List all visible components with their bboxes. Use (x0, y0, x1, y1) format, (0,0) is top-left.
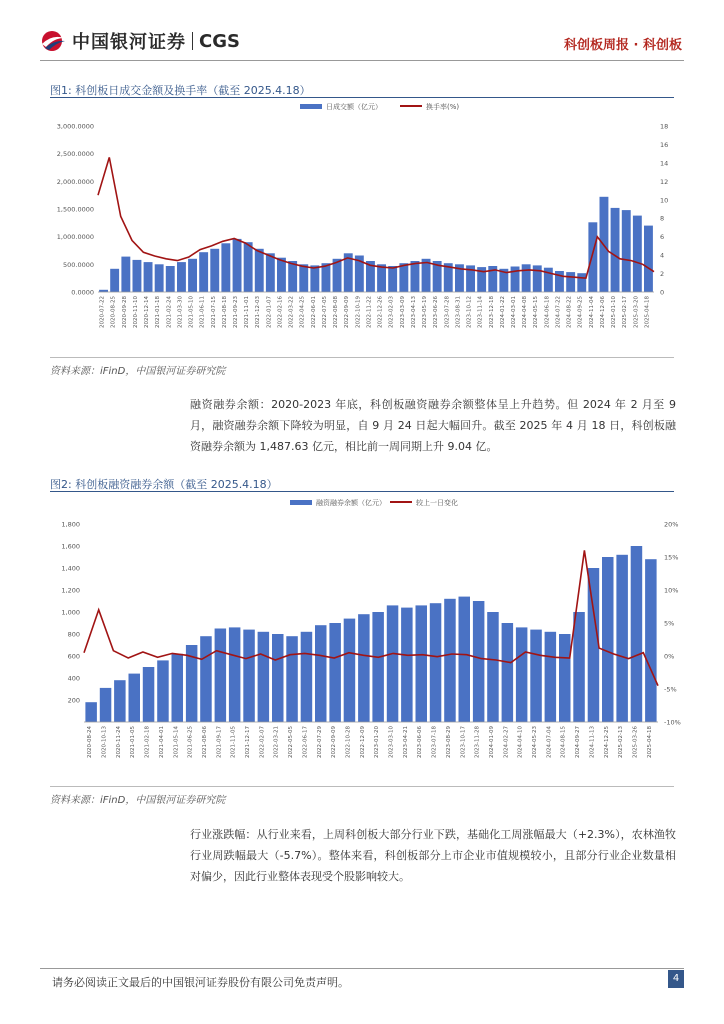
figure2-title: 图2: 科创板融资融券余额（截至 2025.4.18） (50, 478, 278, 491)
x-axis-tick: 2024-02-27 (503, 726, 510, 758)
figure2-chart (50, 494, 681, 784)
x-axis-tick: 2022-03-21 (273, 726, 280, 758)
bar (502, 623, 513, 722)
right-axis-tick: 16 (660, 140, 669, 149)
bar (411, 261, 420, 292)
x-axis-tick: 2023-11-28 (474, 726, 481, 758)
bar (322, 263, 331, 292)
x-axis-tick: 2024-05-15 (533, 296, 540, 328)
header-divider (40, 60, 684, 61)
bar (631, 546, 643, 722)
right-axis-tick: 6 (660, 233, 665, 242)
bar (114, 680, 126, 722)
line-series (98, 157, 654, 278)
x-axis-tick: 2022-06-17 (302, 726, 309, 758)
x-axis-tick: 2021-06-25 (187, 726, 194, 758)
x-axis-tick: 2021-09-17 (216, 726, 223, 758)
x-axis-tick: 2023-03-09 (399, 296, 406, 328)
bar (229, 627, 241, 722)
x-axis-tick: 2023-06-26 (433, 296, 440, 328)
x-axis-tick: 2024-11-13 (589, 726, 596, 758)
bar (645, 559, 657, 722)
x-axis-tick: 2022-05-05 (288, 726, 295, 758)
bar (166, 266, 175, 292)
x-axis-tick: 2020-11-10 (132, 296, 139, 328)
x-axis-tick: 2021-11-01 (244, 296, 251, 328)
right-axis-tick: 4 (660, 251, 665, 260)
left-axis-tick: 1,000 (61, 608, 80, 617)
bar (588, 568, 600, 722)
x-axis-tick: 2024-04-10 (517, 726, 524, 758)
paragraph-margin-balance: 融资融券余额：2020-2023 年底，科创板融资融券余额整体呈上升趋势。但 2024 年 2 月至 9 月，融资融券余额下降较为明显，自 9 月 24 日起大幅回升。截至 2025 年 4 月 18 日，科创板融资融券余额为 1,487.63 亿元，相比前一周同期上升 9.04 亿。 (190, 398, 676, 453)
x-axis-tick: 2021-02-24 (166, 296, 173, 328)
x-axis-tick: 2021-08-18 (221, 296, 228, 328)
x-axis-tick: 2022-02-07 (259, 726, 266, 758)
bar (399, 263, 408, 292)
galaxy-logo-icon (40, 30, 66, 52)
x-axis-tick: 2021-09-23 (233, 296, 239, 328)
brand-logo (40, 28, 240, 54)
x-axis-tick: 2024-09-27 (575, 726, 582, 758)
x-axis-tick: 2020-08-25 (110, 296, 117, 328)
x-axis-tick: 2025-04-18 (646, 726, 653, 758)
brand-separator (192, 32, 193, 50)
bar (377, 264, 386, 292)
left-axis-tick: 1,500.0000 (56, 205, 94, 214)
left-axis-tick: 1,400 (61, 564, 80, 573)
x-axis-tick: 2020-11-24 (115, 726, 122, 758)
footer-divider (40, 968, 684, 969)
x-axis-tick: 2021-05-10 (188, 296, 195, 328)
left-axis-tick: 1,800 (61, 520, 80, 529)
bar (85, 702, 97, 722)
bar (266, 253, 275, 292)
x-axis-tick: 2023-10-17 (460, 726, 467, 758)
bar (577, 273, 586, 292)
right-axis-tick: 20% (664, 520, 679, 529)
x-axis-tick: 2023-03-10 (388, 726, 395, 758)
bar (133, 260, 142, 292)
right-axis-tick: 14 (660, 159, 669, 168)
bar (157, 660, 169, 722)
legend-bar-swatch (300, 104, 322, 109)
bar (516, 627, 528, 722)
x-axis-tick: 2023-02-03 (388, 296, 395, 328)
bar (533, 265, 542, 292)
right-axis-tick: 15% (664, 553, 679, 562)
page-number: 4 (668, 970, 684, 988)
x-axis-tick: 2021-11-05 (230, 726, 237, 758)
x-axis-tick: 2021-01-05 (130, 726, 137, 758)
bar (177, 262, 186, 292)
x-axis-tick: 2023-08-31 (455, 296, 462, 328)
figure2-rule (50, 491, 674, 492)
legend-line-label: 换手率(%) (426, 103, 460, 111)
x-axis-tick: 2024-04-08 (522, 296, 529, 328)
x-axis-tick: 2024-06-18 (544, 296, 551, 328)
bar (644, 226, 653, 292)
left-axis-tick: 0.0000 (71, 288, 94, 297)
bar (129, 674, 141, 722)
right-axis-tick: 18 (660, 122, 669, 131)
x-axis-tick: 2022-06-01 (310, 296, 317, 328)
x-axis-tick: 2023-08-29 (445, 726, 452, 758)
bar (110, 269, 119, 292)
bar (566, 272, 575, 292)
x-axis-tick: 2021-04-01 (158, 726, 165, 758)
x-axis-tick: 2025-04-18 (644, 296, 651, 328)
x-axis-tick: 2021-06-11 (199, 296, 206, 328)
bar (372, 612, 384, 722)
legend-bar-label: 融资融券余额（亿元） (316, 499, 386, 507)
x-axis-tick: 2023-10-12 (466, 296, 473, 328)
x-axis-tick: 2022-09-09 (344, 296, 351, 328)
page-header (0, 0, 724, 62)
x-axis-tick: 2020-10-13 (101, 726, 108, 758)
bar (277, 258, 286, 292)
x-axis-tick: 2021-05-14 (173, 726, 180, 758)
bar (200, 636, 212, 722)
x-axis-tick: 2025-01-10 (611, 296, 618, 328)
figure2-source: 资料来源：iFinD，中国银河证券研究院 (50, 795, 226, 806)
bar (559, 634, 571, 722)
bar (387, 605, 399, 722)
bar (215, 629, 227, 723)
x-axis-tick: 2020-08-24 (87, 726, 94, 758)
legend-bar-label: 日成交额（亿元） (326, 103, 382, 111)
bar (121, 257, 130, 292)
x-axis-tick: 2022-09-09 (331, 726, 338, 758)
figure1-bottom-rule (50, 357, 674, 358)
x-axis-tick: 2023-01-20 (374, 726, 381, 758)
brand-name-en: CGS (199, 30, 240, 52)
x-axis-tick: 2022-02-16 (277, 296, 284, 328)
bar (633, 216, 642, 292)
bar (315, 625, 327, 722)
x-axis-tick: 2022-10-28 (345, 726, 352, 758)
x-axis-tick: 2025-02-13 (618, 726, 625, 758)
bar (588, 222, 597, 292)
bar (459, 597, 471, 722)
bar (188, 259, 197, 292)
bar (143, 667, 155, 722)
right-axis-tick: 5% (664, 619, 675, 628)
left-axis-tick: 800 (67, 630, 80, 639)
bar (344, 619, 356, 722)
x-axis-tick: 2024-09-25 (577, 296, 584, 328)
x-axis-tick: 2023-04-21 (402, 726, 409, 758)
right-axis-tick: 10% (664, 586, 679, 595)
line-series (84, 550, 658, 685)
x-axis-tick: 2025-02-17 (622, 296, 629, 328)
x-axis-tick: 2024-05-23 (532, 726, 538, 758)
x-axis-tick: 2025-03-26 (632, 726, 639, 758)
footer-disclaimer: 请务必阅读正文最后的中国银河证券股份有限公司免责声明。 (52, 976, 349, 989)
figure1-source: 资料来源：iFinD，中国银河证券研究院 (50, 366, 226, 377)
x-axis-tick: 2022-08-08 (333, 296, 340, 328)
x-axis-tick: 2024-08-22 (566, 296, 573, 328)
x-axis-tick: 2022-07-29 (316, 726, 323, 758)
bar (258, 632, 270, 722)
right-axis-tick: 12 (660, 177, 669, 186)
x-axis-tick: 2023-07-28 (444, 296, 451, 328)
brand-name-cn: 中国银河证券 (72, 32, 186, 53)
bar (530, 630, 542, 722)
bar (144, 262, 153, 292)
left-axis-tick: 400 (67, 674, 80, 683)
x-axis-tick: 2023-04-13 (410, 296, 417, 328)
x-axis-tick: 2023-11-14 (477, 296, 484, 328)
x-axis-tick: 2022-12-26 (377, 296, 384, 328)
left-axis-tick: 1,600 (61, 542, 80, 551)
bar (210, 249, 219, 292)
x-axis-tick: 2023-05-19 (422, 296, 428, 328)
bar (301, 632, 313, 722)
figure1-rule (50, 97, 674, 98)
bar (199, 252, 208, 292)
x-axis-tick: 2024-01-09 (489, 726, 495, 758)
x-axis-tick: 2022-01-07 (266, 296, 273, 328)
figure1-chart (50, 100, 674, 355)
figure1-title: 图1: 科创板日成交金额及换手率（截至 2025.4.18） (50, 84, 311, 97)
bar (487, 612, 499, 722)
bar (545, 632, 557, 722)
x-axis-tick: 2023-06-06 (417, 726, 424, 758)
bar (329, 623, 341, 722)
left-axis-tick: 2,000.0000 (56, 177, 94, 186)
paragraph-industry-performance: 行业涨跌幅：从行业来看，上周科创板大部分行业下跌，基础化工周涨幅最大（+2.3%），农林渔牧行业周跌幅最大（-5.7%）。整体来看，科创板部分上市企业市值规模较小，且部分行业企业数量相对偏少，因此行业整体表现受个股影响较大。 (190, 828, 676, 883)
legend-bar-swatch (290, 500, 312, 505)
x-axis-tick: 2020-09-28 (121, 296, 128, 328)
bar (416, 605, 428, 722)
x-axis-tick: 2022-07-05 (322, 296, 328, 328)
left-axis-tick: 1,000.0000 (56, 233, 94, 242)
bar (155, 264, 164, 292)
figure2-bottom-rule (50, 786, 674, 787)
x-axis-tick: 2023-07-18 (431, 726, 438, 758)
x-axis-tick: 2023-12-18 (488, 296, 495, 328)
right-axis-tick: 2 (660, 270, 665, 279)
right-axis-tick: -5% (664, 685, 677, 694)
bar (611, 208, 620, 292)
bar (358, 614, 370, 722)
x-axis-tick: 2020-12-14 (144, 296, 150, 328)
bar (401, 608, 413, 722)
bar (388, 266, 397, 292)
bar (288, 261, 297, 292)
x-axis-tick: 2024-11-04 (588, 296, 595, 328)
bar (100, 688, 112, 722)
x-axis-tick: 2024-12-06 (600, 296, 606, 328)
x-axis-tick: 2024-12-25 (603, 726, 610, 758)
bar (573, 612, 585, 722)
x-axis-tick: 2024-03-01 (511, 296, 517, 328)
x-axis-tick: 2021-12-03 (255, 296, 262, 328)
right-axis-tick: 10 (660, 196, 669, 205)
left-axis-tick: 600 (67, 652, 80, 661)
x-axis-tick: 2024-08-15 (560, 726, 567, 758)
bar (272, 634, 284, 722)
x-axis-tick: 2022-03-22 (288, 296, 295, 328)
bar (286, 636, 298, 722)
x-axis-tick: 2022-04-25 (299, 296, 306, 328)
x-axis-tick: 2025-03-20 (633, 296, 640, 328)
bar (255, 249, 264, 292)
right-axis-tick: 0 (660, 288, 665, 297)
legend-line-label: 较上一日变化 (416, 499, 458, 507)
left-axis-tick: 2,500.0000 (56, 150, 94, 159)
bar (243, 630, 255, 722)
x-axis-tick: 2021-07-15 (210, 296, 217, 328)
bar (244, 242, 253, 292)
bar (299, 264, 308, 292)
x-axis-tick: 2021-03-30 (177, 296, 184, 328)
bar (444, 599, 456, 722)
left-axis-tick: 500.0000 (62, 260, 94, 269)
bar (233, 239, 242, 292)
right-axis-tick: 8 (660, 214, 665, 223)
x-axis-tick: 2021-02-18 (144, 726, 151, 758)
x-axis-tick: 2024-07-22 (555, 296, 562, 328)
x-axis-tick: 2022-12-09 (359, 726, 366, 758)
bar (172, 654, 184, 722)
bar (473, 601, 485, 722)
report-title: 科创板周报 · 科创板 (564, 38, 682, 53)
right-axis-tick: 0% (664, 652, 675, 661)
x-axis-tick: 2021-12-17 (245, 726, 251, 758)
bar (622, 210, 631, 292)
x-axis-tick: 2021-01-18 (155, 296, 162, 328)
left-axis-tick: 1,200 (61, 586, 80, 595)
bar (616, 555, 628, 722)
right-axis-tick: -10% (664, 718, 681, 727)
x-axis-tick: 2024-01-22 (499, 296, 506, 328)
x-axis-tick: 2024-07-04 (546, 726, 553, 758)
bar (221, 243, 230, 292)
bar (430, 603, 442, 722)
x-axis-tick: 2021-08-06 (202, 726, 208, 758)
bar (522, 264, 531, 292)
bar (602, 557, 614, 722)
x-axis-tick: 2022-11-22 (366, 296, 373, 328)
x-axis-tick: 2022-10-19 (355, 296, 362, 328)
bar (310, 265, 319, 292)
left-axis-tick: 3,000.0000 (56, 122, 94, 131)
x-axis-tick: 2020-07-22 (99, 296, 106, 328)
left-axis-tick: 200 (67, 696, 80, 705)
